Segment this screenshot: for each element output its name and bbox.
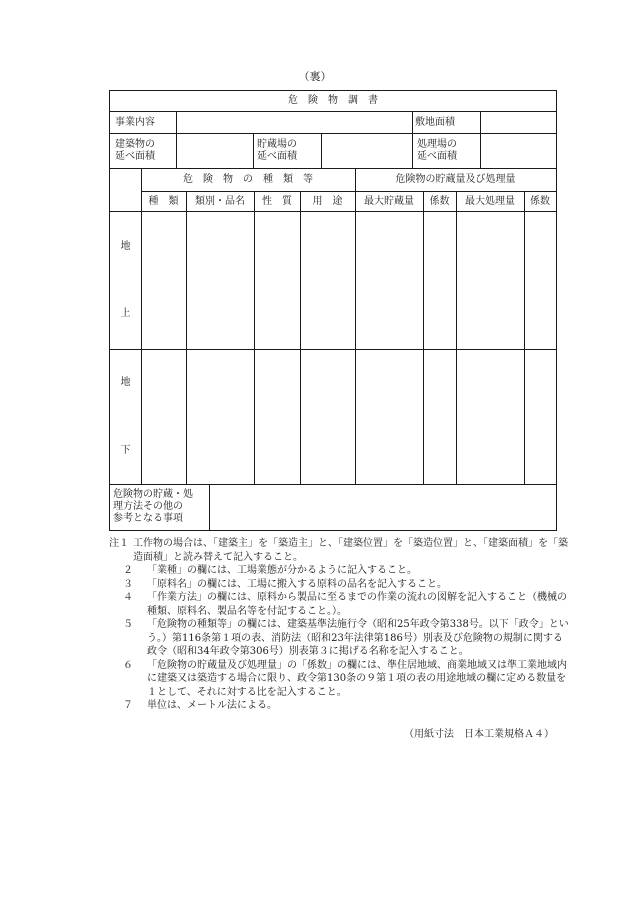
column-header: 最大貯蔵量 [364,196,414,207]
building-floor-area-label: 建築物の 延べ面積 [115,139,155,162]
column-header: 最大処理量 [465,196,515,207]
hazard-types-header: 危 険 物 の 種 類 等 [183,174,313,185]
note-item: 注１ 工作物の場合は、「建築主」を「築造主」と、「建築位置」を「築造位置」と、「建築面積」を「築造面積」と読み替えて記入すること。 [109,538,568,563]
column-header: 用 途 [312,196,343,207]
note-item: ３ 「原料名」の欄には、工場に搬入する原料の品名を記入すること。 [123,578,447,590]
column-header: 性 質 [262,196,292,207]
column-header: 類別・品名 [195,196,245,207]
remarks-label: 危険物の貯蔵・処 理方法その他の 参考となる事項 [113,489,193,524]
page-side-label: （裏） [298,70,332,83]
notes-section [109,537,569,713]
form-title: 危 険 物 調 書 [288,95,378,106]
note-item: ７ 単位は、メートル法による。 [123,700,277,711]
site-area-label: 敷地面積 [415,117,455,128]
above-ground-label: 上 [120,308,131,319]
business-label: 事業内容 [115,117,155,128]
paper-size-note: （用紙寸法 日本工業規格Ａ４） [404,729,554,740]
note-item: ２ 「業種」の欄には、工場業態が分かるように記入すること。 [123,565,417,576]
note-item: ５ 「危険物の種類等」の欄には、建築基準法施行令（昭和25年政令第338号。以下「政令」という。）第116条第１項の表、消防法（昭和23年法律第186号）別表及び危険物の規制に関する政令（昭和34年政令第306号）別表第３に掲げる名称を記入すること。 [123,619,569,657]
column-header: 係数 [429,196,450,207]
storage-processing-header: 危険物の貯蔵量及び処理量 [395,174,516,185]
underground-label: 下 [120,445,131,456]
hazardous-materials-form [109,90,557,531]
underground-label: 地 [120,377,131,388]
column-header: 係数 [530,196,550,207]
note-item: ４ 「作業方法」の欄には、原料から製品に至るまでの作業の流れの図解を記入すること（機械の種類、原料名、製品名等を付記すること。）。 [123,592,567,617]
storage-floor-area-label: 貯蔵場の 延べ面積 [257,139,297,162]
processing-floor-area-label: 処理場の 延べ面積 [417,139,457,162]
above-ground-label: 地 [120,241,131,252]
note-item: ６ 「危険物の貯蔵量及び処理量」の「係数」の欄には、準住居地域、商業地域又は準工業地域内に建築又は築造する場合に限り、政令第130条の９第１項の表の用途地域の欄に定める数量を１として、それに対する比を記入すること。 [123,659,567,698]
column-header: 種 類 [148,196,179,207]
